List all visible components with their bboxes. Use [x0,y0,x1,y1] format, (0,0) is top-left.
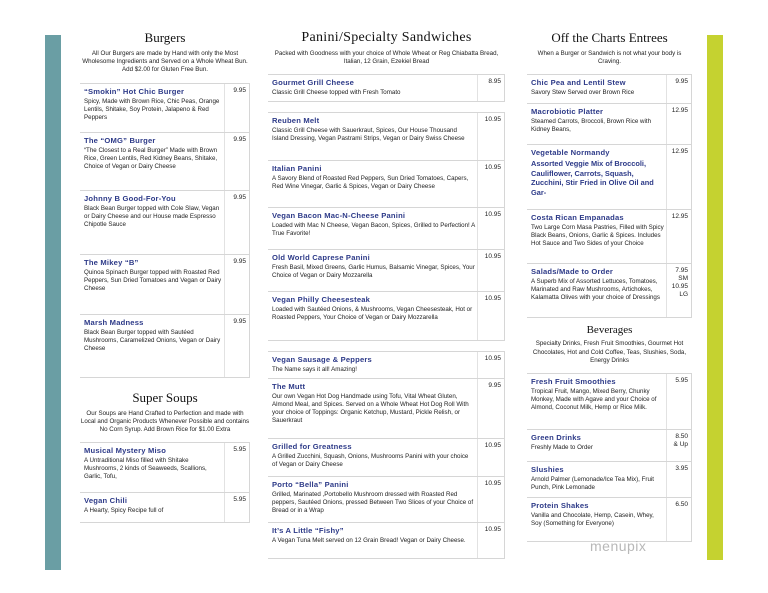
item-name: Old World Caprese Panini [272,253,370,263]
item-price: 12.95 [671,148,688,156]
menu-item[interactable] [80,255,250,315]
item-name: Porto “Bella” Panini [272,480,349,490]
item-name: Vegan Chili [84,496,128,506]
item-desc: Fresh Basil, Mixed Greens, Garlic Humus, Balsamic Vinegar, Spices, Your Choice of Vegan or Dairy Mozzarella [272,264,475,280]
soups-list [80,442,250,523]
soups-intro: Our Soups are Hand Crafted to Perfection and made with Local and Organic Products Whenever Possible and contains No Corn Syrup. Add Brown Rice for $1.00 Extra [80,409,250,434]
item-name: Green Drinks [531,433,582,443]
item-desc: Black Bean Burger topped with Sautéed Mushrooms, Caramelized Onions, Vegan or Dairy Cheese [84,328,221,352]
item-price: 10.95 [484,116,501,124]
item-name: Marsh Madness [84,317,144,327]
item-desc: The Name says it all! Amazing! [272,366,357,374]
item-price: 9.95 [233,257,246,265]
menupix-watermark: menupix [590,538,647,554]
entrees-column [527,30,692,542]
item-desc: Grilled, Marinated ,Portobello Mushroom dressed with Roasted Red peppers, Sautéed Onions, pressed Between Two Slices of your Choice of Bread or in a Wrap [272,491,474,515]
item-desc: Classic Grill Cheese with Sauerkraut, Spices, Our House Thousand Island Dressing, Vegan Pastrami Strips, Vegan or Dairy Swiss Cheese [272,127,465,143]
item-desc: Loaded with Sautéed Onions, & Mushrooms, Vegan Cheesesteak, Hot or Roasted Peppers, Your Choice of Vegan or Dairy Mozzarella [272,306,473,322]
item-name: The Mikey “B” [84,257,139,267]
item-desc: Spicy, Made with Brown Rice, Chic Peas, Orange Lentils, Shitake, Soy Protein, Jalapeno & Red Peppers [84,97,220,121]
item-price: 10.95 [484,355,501,363]
menu-item[interactable] [268,292,505,341]
left-accent-stripe [45,35,61,570]
menu-item[interactable] [527,210,692,264]
item-price: 9.95 [675,78,688,86]
item-name: Salads/Made to Order [531,267,614,277]
item-name: Vegan Bacon Mac-N-Cheese Panini [272,211,406,221]
item-name: Musical Mystery Miso [84,446,167,456]
panini-intro: Packed with Goodness with your choice of Whole Wheat or Reg Chiabatta Bread, Italian, 12 Grain, Ezekiel Bread [274,50,499,66]
item-desc: Arnold Palmer (Lemonade/Ice Tea Mix), Fruit Punch, Pink Lemonade [531,476,654,492]
menu-item[interactable] [268,477,505,523]
item-desc: Two Large Corn Masa Pastries, Filled with Spicy Black Beans, Onions, Garlic & Spices. Includes Hot Sauce and Two Sides of your Choice [531,224,664,248]
item-name: Gourmet Grill Cheese [272,78,355,88]
beverages-list [527,373,692,542]
item-price: 5.95 [675,377,688,385]
item-desc: Our own Vegan Hot Dog Handmade using Tofu, Vital Wheat Gluten, Almond Meal, and Spices. Served on a Whole Wheat Hot Dog Roll With your choice of Toppings: Organic Ketchup, Mustard, Pickle Relish, or Sauerkraut [272,393,469,425]
menu-item[interactable] [80,191,250,255]
item-desc: A Superb Mix of Assorted Lettuces, Tomatoes, Marinated and Raw Mushrooms, Artichokes, Kalamatta Olives with your choice of Dressings [531,278,660,302]
item-price: 8.95 [488,78,501,86]
panini-list-2 [268,112,505,341]
entrees-intro: When a Burger or Sandwich is not what your body is Craving. [537,50,682,66]
burgers-title: Burgers [144,30,186,45]
item-desc: “The Closest to a Real Burger” Made with Brown Rice, Green Lentils, Red Kidney Beans, Shitake, Choice of Vegan or Dairy Cheese [84,146,218,170]
entrees-title: Off the Charts Entrees [551,30,668,45]
item-price: 10.95 [484,480,501,488]
beverages-title: Beverages [586,324,633,337]
item-price: 9.95 [233,135,246,143]
item-desc: Tropical Fruit, Mango, Mixed Berry, Chunky Monkey, Made with Agave and your Choice of Almond, Coconut Milk, Hemp or Rice Milk. [531,388,657,412]
menu-item[interactable] [268,161,505,208]
menu-item[interactable] [527,104,692,145]
menu-item[interactable] [268,379,505,439]
menu-item[interactable] [80,443,250,493]
item-name: Vegan Philly Cheesesteak [272,295,371,305]
item-name: Fresh Fruit Smoothies [531,377,616,387]
menu-item[interactable] [268,523,505,559]
item-price: 6.50 [675,501,688,509]
item-price: 9.95 [233,317,246,325]
menu-item[interactable] [268,250,505,292]
entrees-list [527,74,692,318]
menu-item[interactable] [527,75,692,104]
item-price: 10.95 [484,164,501,172]
item-price: 9.95 [233,86,246,94]
menu-item[interactable] [527,145,692,210]
item-price: 8.50 & Up [673,433,688,449]
panini-list-1 [268,74,505,102]
item-name: Johnny B Good-For-You [84,193,176,203]
menu-item[interactable] [527,264,692,318]
item-name: Slushies [531,465,564,475]
item-desc: A Savory Blend of Roasted Red Peppers, Sun Dried Tomatoes, Capers, Red Wine Vinegar, Garlic & Spices, Vegan or Dairy Cheese [272,175,469,191]
menu-item[interactable] [80,493,250,523]
burgers-intro: All Our Burgers are made by Hand with only the Most Wholesome Ingredients and Served on a Whole Wheat Bun. Add $2.00 for Gluten Free Bun. [82,50,248,74]
item-name: Italian Panini [272,164,322,174]
menu-item[interactable] [268,352,505,379]
item-desc: Vanilla and Chocolate, Hemp, Casein, Whey, Soy (Something for Everyone) [531,512,654,528]
burgers-list [80,83,250,378]
item-price: 9.95 [233,193,246,201]
item-price: 5.95 [233,446,246,454]
item-desc: Assorted Veggie Mix of Broccoli, Cauliflower, Carrots, Squash, Zucchini, Stir Fried in Olive Oil and Gar- [531,159,654,197]
menu-item[interactable] [268,113,505,161]
item-desc: A Vegan Tuna Melt served on 12 Grain Bread! Vegan or Dairy Cheese. [272,537,466,545]
menu-item[interactable] [268,75,505,102]
item-price: 3.95 [675,465,688,473]
item-price: 10.95 [484,526,501,534]
item-name: It’s A Little “Fishy” [272,526,344,536]
item-name: Reuben Melt [272,116,320,126]
item-price: 10.95 [484,211,501,219]
menu-item[interactable] [527,498,692,542]
item-name: Costa Rican Empanadas [531,213,624,223]
menu-item[interactable] [527,430,692,462]
item-desc: Savory Stew Served over Brown Rice [531,89,635,97]
item-price: 7.95 SM 10.95 LG [671,267,688,299]
item-name: Macrobiotic Platter [531,107,604,117]
item-desc: A Untraditional Miso filled with Shitake Mushrooms, 2 kinds of Seaweeds, Scallions, Garlic, Tofu, [84,457,207,481]
burgers-column [80,30,250,523]
item-price: 10.95 [484,295,501,303]
menu-item[interactable] [527,374,692,430]
item-price: 10.95 [484,253,501,261]
item-price: 9.95 [488,382,501,390]
item-desc: Loaded with Mac N Cheese, Vegan Bacon, Spices, Grilled to Perfection! A True Favorite! [272,222,475,238]
item-name: Grilled for Greatness [272,442,352,452]
item-name: “Smokin” Hot Chic Burger [84,86,185,96]
item-price: 5.95 [233,496,246,504]
item-name: Protein Shakes [531,501,589,511]
panini-title: Panini/Specialty Sandwiches [301,30,472,45]
item-name: Vegetable Normandy [531,148,610,158]
menu-item[interactable] [527,462,692,498]
soups-title: Super Soups [132,389,198,405]
item-desc: Freshly Made to Order [531,444,593,452]
menu-item[interactable] [268,439,505,477]
menu-item[interactable] [80,133,250,191]
item-desc: Quinoa Spinach Burger topped with Roasted Red Peppers, Sun Dried Tomatoes and Vegan or Dairy Cheese [84,268,222,292]
item-desc: A Hearty, Spicy Recipe full of [84,507,164,515]
item-desc: Black Bean Burger topped with Cole Slaw, Vegan or Dairy Cheese and our House made Espresso Chipotle Sauce [84,204,220,228]
menu-item[interactable] [80,84,250,133]
item-desc: Steamed Carrots, Broccoli, Brown Rice with Kidney Beans, [531,118,652,134]
panini-list-3 [268,351,505,559]
menu-item[interactable] [80,315,250,378]
item-name: The Mutt [272,382,306,392]
panini-column [268,30,505,559]
beverages-intro: Specialty Drinks, Fresh Fruit Smoothies, Gourmet Hot Chocolates, Hot and Cold Coffee, Teas, Slushies, Soda, Energy Drinks [532,340,687,364]
item-price: 12.95 [671,107,688,115]
right-accent-stripe [707,35,723,560]
item-price: 12.95 [671,213,688,221]
item-desc: A Grilled Zucchini, Squash, Onions, Mushrooms Panini with your choice of Vegan or Dairy Cheese [272,453,469,469]
item-name: Chic Pea and Lentil Stew [531,78,626,88]
item-name: Vegan Sausage & Peppers [272,355,372,365]
item-desc: Classic Grill Cheese topped with Fresh Tomato [272,89,401,97]
item-name: The “OMG” Burger [84,135,156,145]
menu-item[interactable] [268,208,505,250]
item-price: 10.95 [484,442,501,450]
